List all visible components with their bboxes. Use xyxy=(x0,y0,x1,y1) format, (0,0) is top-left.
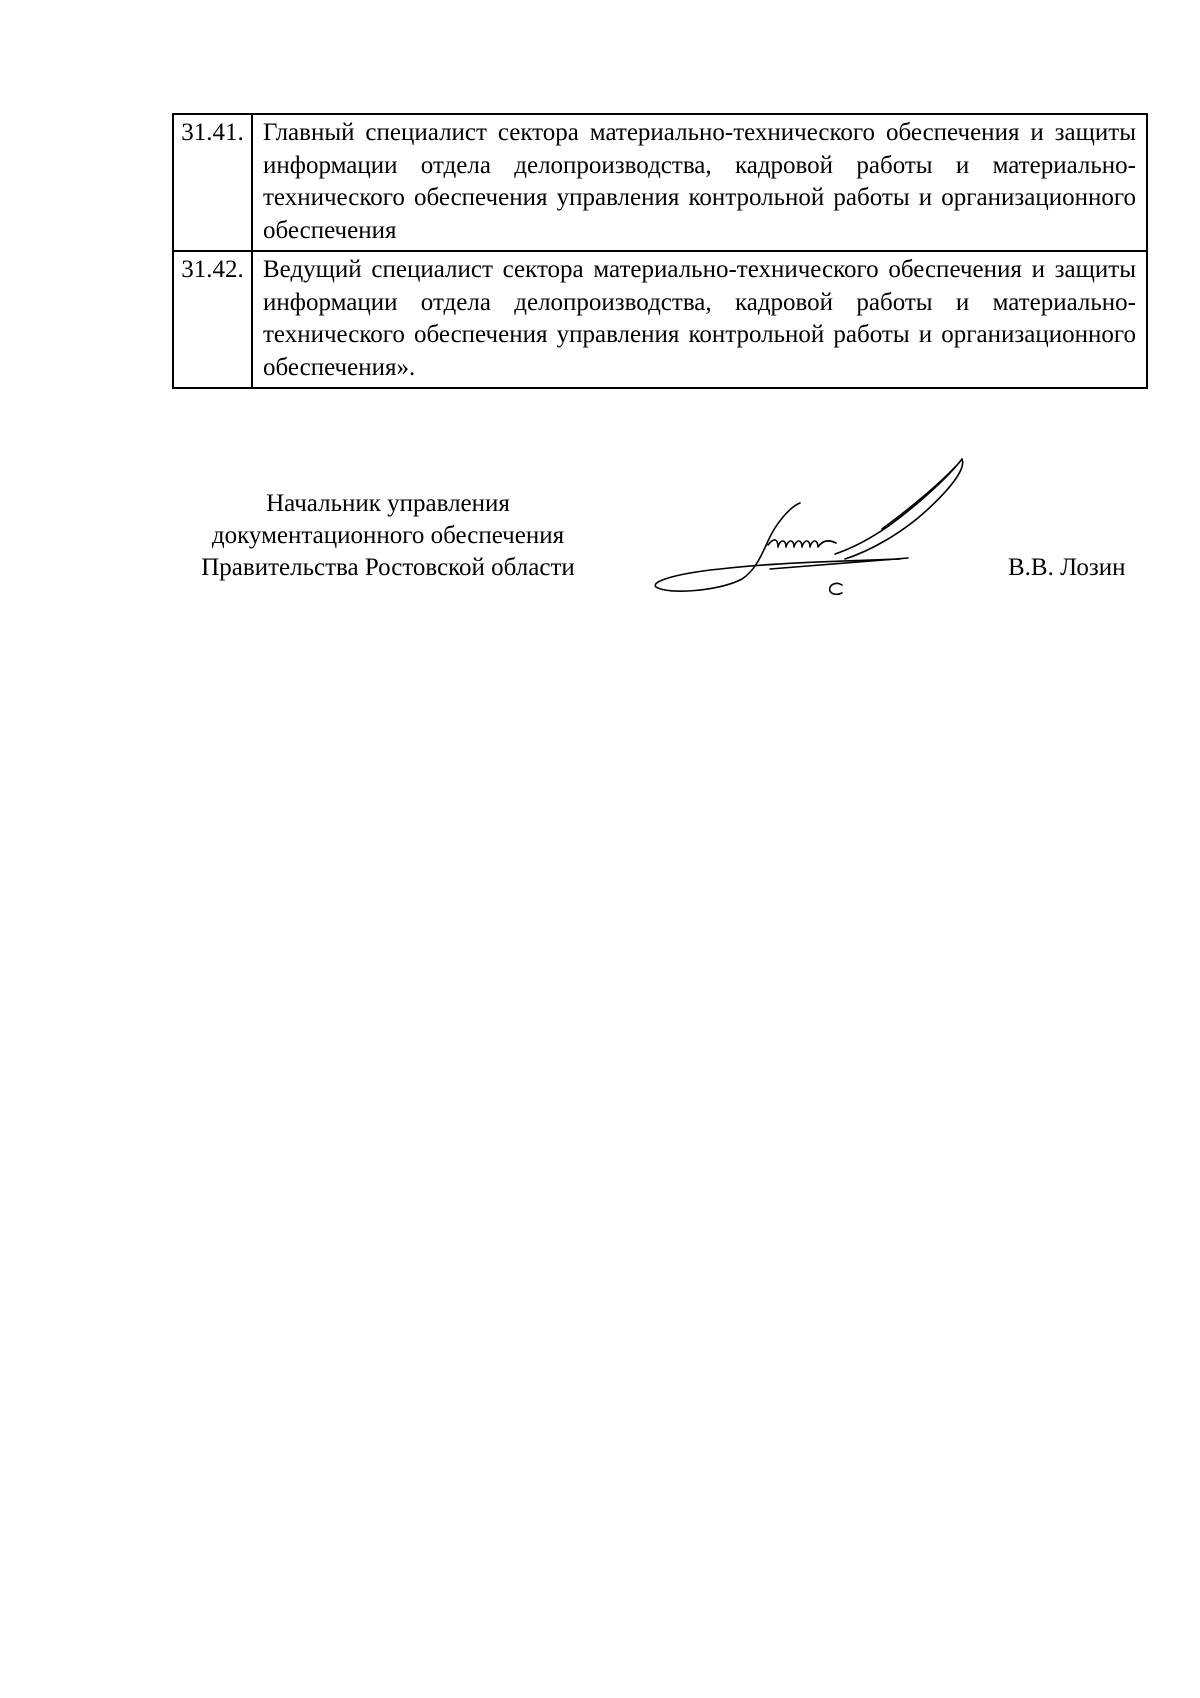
row-description: Главный специалист сектора материально-технического обеспечения и защиты информации отдела делопроизводства, кадровой работы и материально-технического обеспечения управления контрольной работы и организационного обеспечения xyxy=(252,114,1147,251)
signer-position-line: Начальник управления xyxy=(266,490,510,517)
row-number: 31.41. xyxy=(173,114,252,251)
signer-position-line: документационного обеспечения xyxy=(211,522,565,549)
row-number: 31.42. xyxy=(173,251,252,388)
table-row xyxy=(173,114,1147,251)
signer-position xyxy=(168,488,608,584)
signer-name: В.В. Лозин xyxy=(1008,554,1126,581)
handwritten-signature xyxy=(650,455,980,605)
row-description: Ведущий специалист сектора материально-технического обеспечения и защиты информации отдела делопроизводства, кадровой работы и материально-технического обеспечения управления контрольной работы и организационного обеспечения». xyxy=(252,251,1147,388)
signer-position-line: Правительства Ростовской области xyxy=(201,554,575,581)
positions-table xyxy=(172,113,1148,389)
table-row xyxy=(173,251,1147,388)
